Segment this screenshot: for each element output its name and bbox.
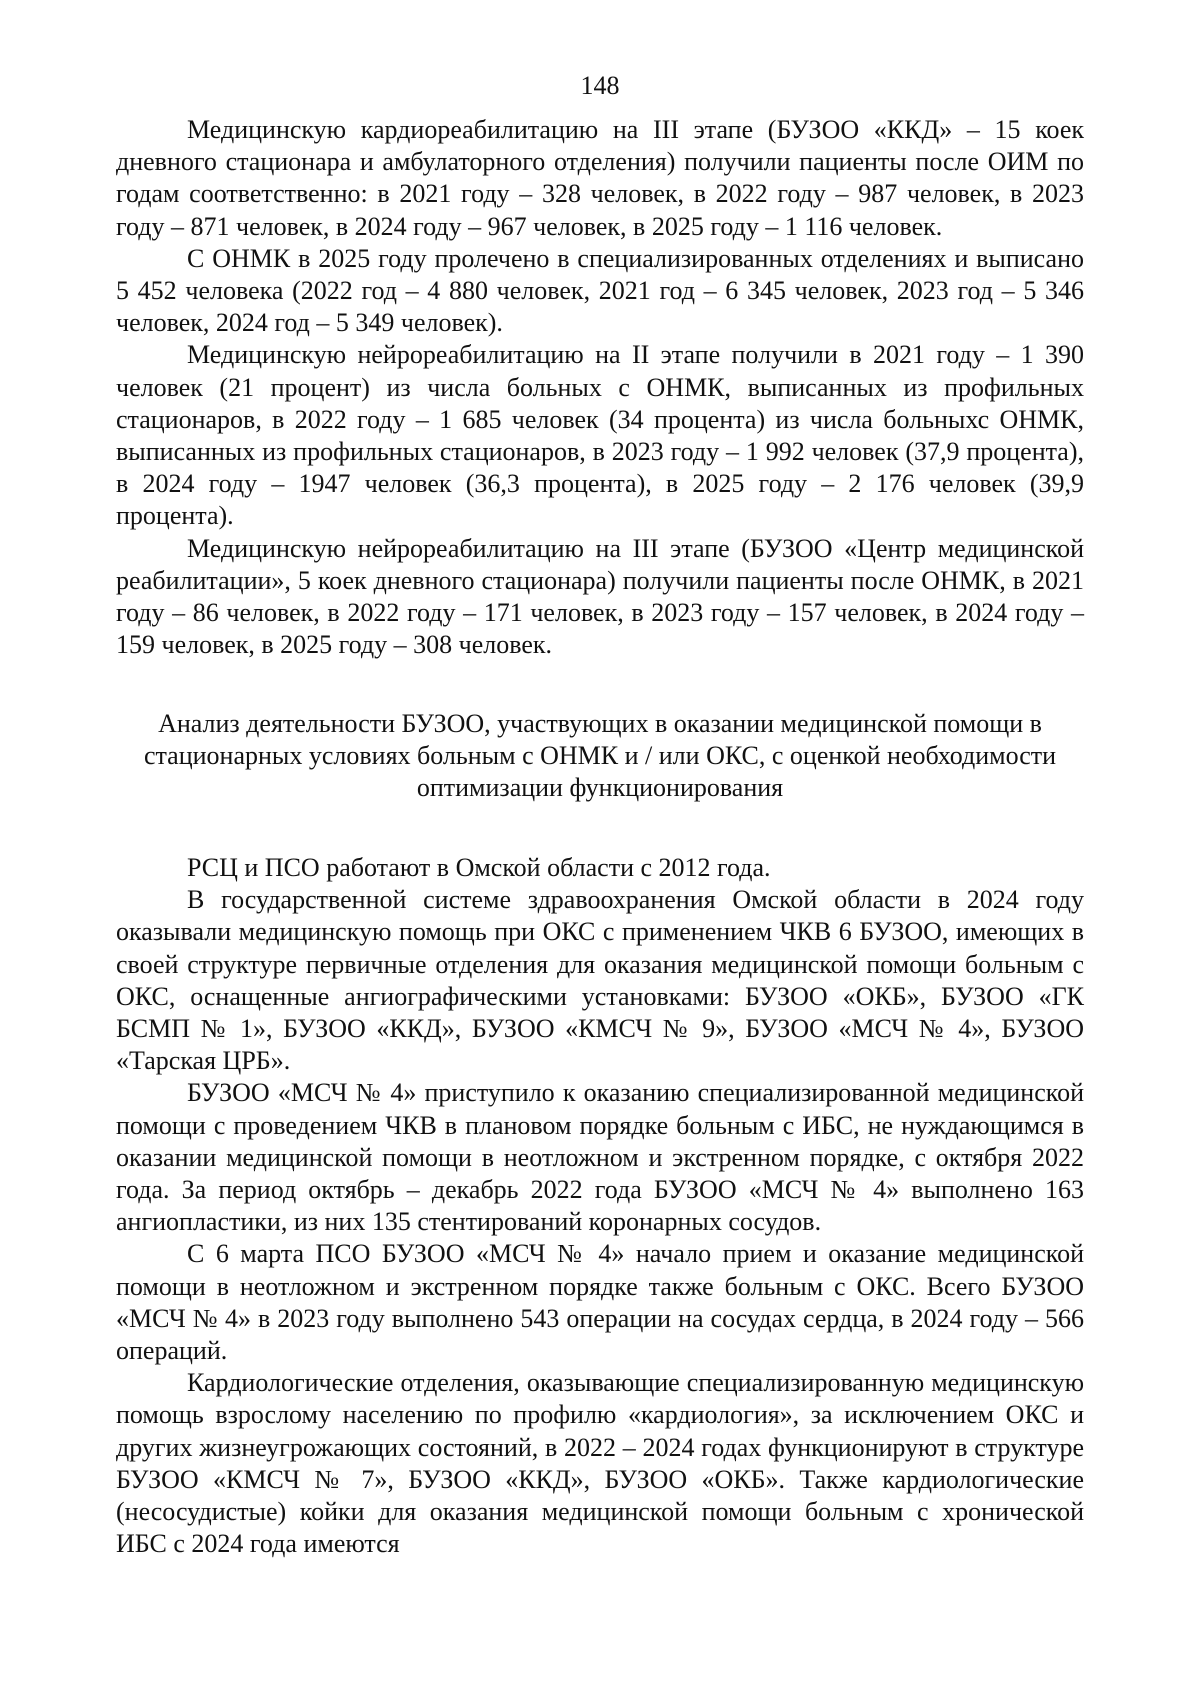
- paragraph-neuro-rehab-stage2: Медицинскую нейрореабилитацию на II этапе получили в 2021 году – 1 390 человек (21 процент) из числа больных с ОНМК, выписанных из профильных стационаров, в 2022 году – 1 685 человек (34 процента) из числа больныхс ОНМК, выписанных из профильных стационаров, в 2023 году – 1 992 человек (37,9 процента), в 2024 году – 1947 человек (36,3 процента), в 2025 году – 2 176 человек (39,9 процента).: [116, 340, 1084, 531]
- text-block-top: [116, 114, 1084, 661]
- paragraph-cardio-rehab-stage3: Медицинскую кардиореабилитацию на III этапе (БУЗОО «ККД» – 15 коек дневного стационара и амбулаторного отделения) получили пациенты после ОИМ по годам соответственно: в 2021 году – 328 человек, в 2022 году – 987 человек, в 2023 году – 871 человек, в 2024 году – 967 человек, в 2025 году – 1 116 человек.: [116, 115, 1084, 241]
- page-number: 148: [580, 71, 620, 100]
- paragraph-msch4-planned-pci: БУЗОО «МСЧ № 4» приступило к оказанию специализированной медицинской помощи с проведением ЧКВ в плановом порядке больным с ИБС, не нуждающимся в оказании медицинской помощи в неотложном и экстренном порядке, с октября 2022 года. За период октябрь – декабрь 2022 года БУЗОО «МСЧ № 4» выполнено 163 ангиопластики, из них 135 стентирований коронарных сосудов.: [116, 1078, 1084, 1237]
- paragraph-neuro-rehab-stage3: Медицинскую нейрореабилитацию на III этапе (БУЗОО «Центр медицинской реабилитации», 5 коек дневного стационара) получили пациенты после ОНМК, в 2021 году – 86 человек, в 2022 году – 171 человек, в 2023 году – 157 человек, в 2024 году – 159 человек, в 2025 году – 308 человек.: [116, 533, 1084, 660]
- paragraph-onmk-treated: С ОНМК в 2025 году пролечено в специализированных отделениях и выписано 5 452 человека (2022 год – 4 880 человек, 2021 год – 6 345 человек, 2023 год – 5 346 человек, 2024 год – 5 349 человек).: [116, 243, 1084, 338]
- paragraph-rsc-pso-since-2012: РСЦ и ПСО работают в Омской области с 2012 года.: [187, 853, 771, 882]
- paragraph-oks-pci-facilities: В государственной системе здравоохранения Омской области в 2024 году оказывали медицинскую помощь при ОКС с применением ЧКВ 6 БУЗОО, имеющих в своей структуре первичные отделения для оказания медицинской помощи больным с ОКС, оснащенные ангиографическими установками: БУЗОО «ОКБ», БУЗОО «ГК БСМП № 1», БУЗОО «ККД», БУЗОО «КМСЧ № 9», БУЗОО «МСЧ № 4», БУЗОО «Тарская ЦРБ».: [116, 885, 1084, 1076]
- text-block-bottom: [116, 852, 1084, 1560]
- paragraph-msch4-emergency-oks: С 6 марта ПСО БУЗОО «МСЧ № 4» начало прием и оказание медицинской помощи в неотложном и экстренном порядке также больным с ОКС. Всего БУЗОО «МСЧ № 4» в 2023 году выполнено 543 операции на сосудах сердца, в 2024 году – 566 операций.: [116, 1239, 1084, 1366]
- paragraph-cardiology-departments: Кардиологические отделения, оказывающие специализированную медицинскую помощь взрослому населению по профилю «кардиология», за исключением ОКС и других жизнеугрожающих состояний, в 2022 – 2024 годах функционируют в структуре БУЗОО «КМСЧ № 7», БУЗОО «ККД», БУЗОО «ОКБ». Также кардиологические (несосудистые) койки для оказания медицинской помощи больным с хронической ИБС с 2024 года имеются: [116, 1368, 1084, 1559]
- section-heading: Анализ деятельности БУЗОО, участвующих в оказании медицинской помощи в стационарных условиях больным с ОНМК и / или ОКС, с оценкой необходимости оптимизации функционирования: [143, 709, 1057, 803]
